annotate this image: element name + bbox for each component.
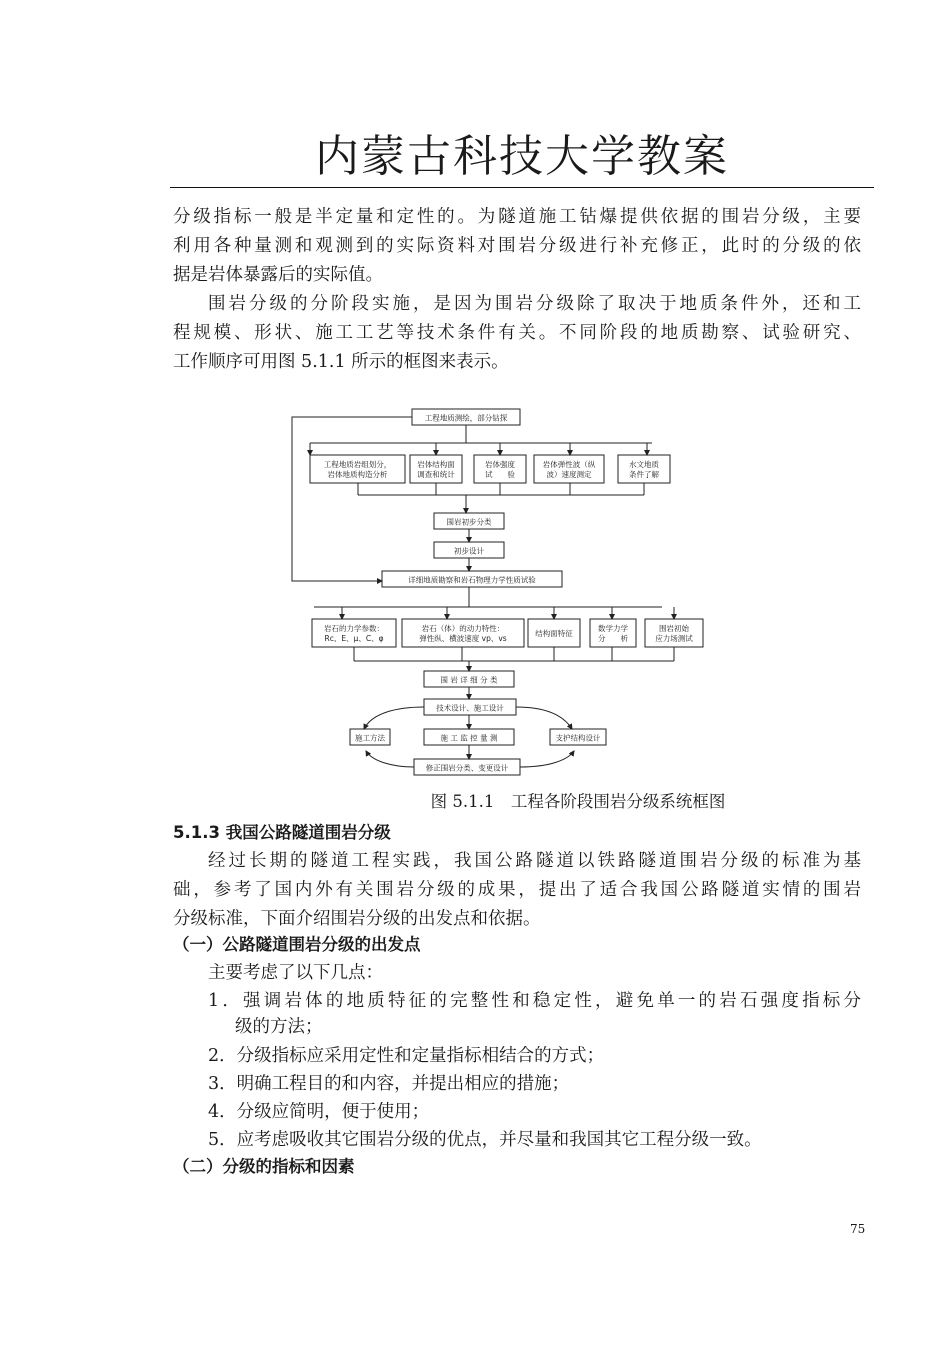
section-line-1: 经过长期的隧道工程实践，我国公路隧道以铁路隧道围岩分级的标准为基 bbox=[208, 851, 861, 871]
sub1-item-2: 2．分级指标应采用定性和定量指标相结合的方式； bbox=[208, 1046, 605, 1066]
flowchart-label: 施工方法 bbox=[355, 733, 385, 743]
sub1-item-1: 1．强调岩体的地质特征的完整性和稳定性，避免单一的岩石强度指标分 bbox=[208, 991, 861, 1011]
flowchart-label: 支护结构设计 bbox=[555, 733, 601, 743]
flowchart-label: 调查和统计 bbox=[417, 470, 455, 479]
flowchart-figure bbox=[262, 395, 712, 785]
label-geology-survey: 工程地质测绘，部分钻探 bbox=[424, 413, 508, 423]
flowchart-label: 岩体弹性波（纵 bbox=[542, 460, 596, 469]
flowchart-label: Rc、E、μ、C、φ bbox=[324, 634, 384, 643]
intro-line-3: 据是岩体暴露后的实际值。 bbox=[173, 265, 383, 285]
figure-caption: 图 5.1.1 工程各阶段围岩分级系统框图 bbox=[430, 792, 726, 811]
section-heading: 5.1.3 我国公路隧道围岩分级 bbox=[173, 823, 391, 842]
page-number: 75 bbox=[850, 1222, 866, 1236]
intro-line-1: 分级指标一般是半定量和定性的。为隧道施工钻爆提供依据的围岩分级，主要 bbox=[173, 207, 861, 227]
flowchart-label: 数学力学 bbox=[598, 624, 628, 633]
flowchart-label: 初步设计 bbox=[454, 546, 484, 556]
flowchart-label: 工程地质岩组划分， bbox=[323, 460, 392, 469]
flowchart-label: 岩石（体）的动力特性： bbox=[421, 624, 505, 633]
flowchart-label: 结构面特征 bbox=[535, 629, 573, 638]
para2-line-3: 工作顺序可用图 5.1.1 所示的框图来表示。 bbox=[173, 352, 509, 372]
flowchart-label: 围岩初始 bbox=[659, 624, 689, 633]
page-header-title: 内蒙古科技大学教案 bbox=[315, 131, 729, 182]
flowchart-label: 技术设计、施工设计 bbox=[436, 703, 504, 713]
flowchart-label: 围岩初步分类 bbox=[446, 517, 492, 527]
flowchart-label: 围 岩 详 细 分 类 bbox=[440, 675, 498, 685]
sub1-item-5: 5．应考虑吸收其它围岩分级的优点，并尽量和我国其它工程分级一致。 bbox=[208, 1130, 762, 1150]
flowchart-label: 岩石的力学参数： bbox=[324, 624, 384, 633]
flowchart-label: 条件了解 bbox=[629, 470, 659, 479]
flowchart-label: 岩体地质构造分析 bbox=[327, 470, 388, 479]
sub1-lead: 主要考虑了以下几点： bbox=[208, 963, 383, 983]
flowchart-label: 试 验 bbox=[485, 470, 515, 479]
sub1-item-3: 3．明确工程目的和内容，并提出相应的措施； bbox=[208, 1074, 570, 1094]
flowchart-label: 施 工 监 控 量 测 bbox=[440, 733, 498, 743]
flowchart-label: 应力场测试 bbox=[655, 634, 693, 643]
flowchart-label: 波）速度测定 bbox=[546, 470, 592, 479]
flowchart-label: 修正围岩分类、变更设计 bbox=[425, 763, 509, 773]
flowchart-label: 详细地质勘察和岩石物理力学性质试验 bbox=[408, 575, 536, 585]
section-line-3: 分级标准，下面介绍围岩分级的出发点和依据。 bbox=[173, 909, 541, 929]
sub2-heading: （二）分级的指标和因素 bbox=[173, 1157, 355, 1176]
sub1-item-1-cont: 级的方法； bbox=[235, 1017, 323, 1037]
intro-line-2: 利用各种量测和观测到的实际资料对围岩分级进行补充修正，此时的分级的依 bbox=[173, 236, 861, 256]
sub1-item-4: 4．分级应简明，便于使用； bbox=[208, 1102, 430, 1122]
sub1-heading: （一）公路隧道围岩分级的出发点 bbox=[173, 935, 421, 954]
flowchart-label: 弹性纵、横波速度 vp、vs bbox=[419, 634, 507, 643]
flowchart-label: 水文地质 bbox=[629, 460, 659, 469]
para2-line-2: 程规模、形状、施工工艺等技术条件有关。不同阶段的地质勘察、试验研究、 bbox=[173, 323, 861, 343]
flowchart-label: 岩体强度 bbox=[485, 460, 515, 469]
header-rule bbox=[170, 187, 874, 188]
para2-line-1: 围岩分级的分阶段实施，是因为围岩分级除了取决于地质条件外，还和工 bbox=[208, 294, 861, 314]
flowchart-label: 岩体结构面 bbox=[417, 460, 455, 469]
flowchart-label: 分 析 bbox=[598, 634, 628, 643]
section-line-2: 础，参考了国内外有关围岩分级的成果，提出了适合我国公路隧道实情的围岩 bbox=[173, 880, 861, 900]
